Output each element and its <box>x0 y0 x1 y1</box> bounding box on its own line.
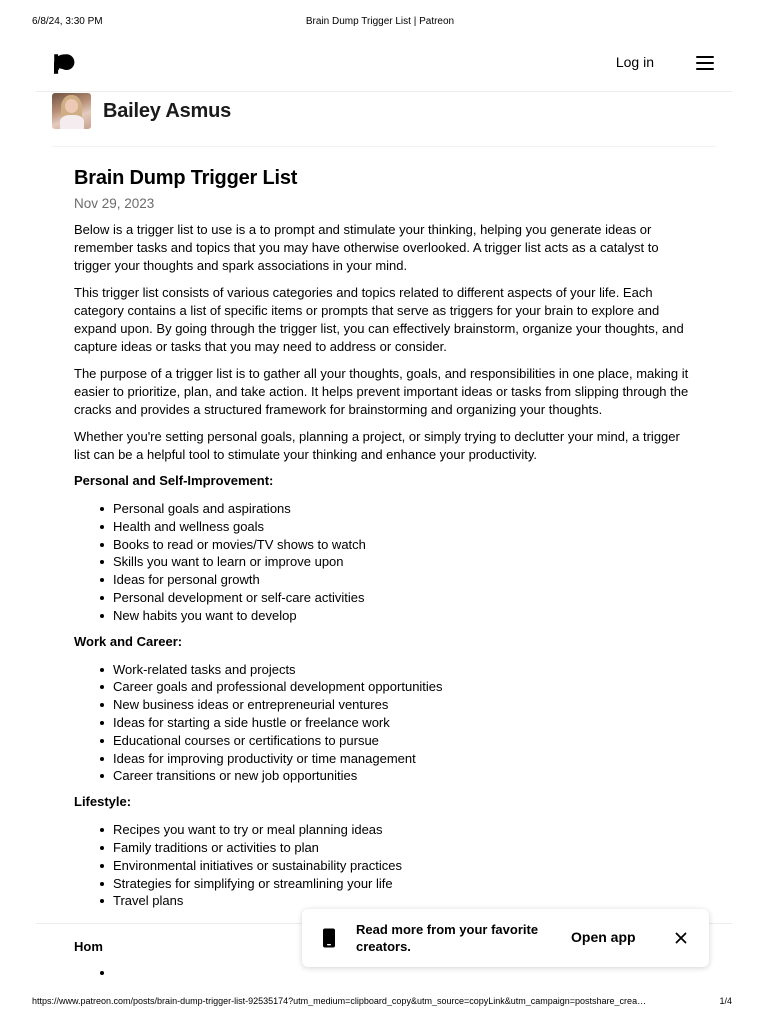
list-item: Health and wellness goals <box>100 518 696 536</box>
post-title: Brain Dump Trigger List <box>74 167 298 189</box>
list-item: New habits you want to develop <box>100 607 696 625</box>
section-heading-cut-off: Hom <box>74 939 103 954</box>
list-item: Family traditions or activities to plan <box>100 839 696 857</box>
list-item: New business ideas or entrepreneurial ventures <box>100 696 696 714</box>
list-bullet-cut-off <box>100 971 104 975</box>
print-url: https://www.patreon.com/posts/brain-dump-trigger-list-92535174?utm_medium=clipboard_copy&utm_source=copyLink&utm_campaign=postshare_crea… <box>32 996 647 1006</box>
content-divider <box>52 146 716 147</box>
post-paragraph: This trigger list consists of various categories and topics related to different aspects of your life. Each category contains a list of specific items or prompts that serve as triggers for your brain to explore and expand upon. By going through the trigger list, you can effectively brainstorm, organize your thoughts, and capture ideas or tasks that you may need to address or consider. <box>74 285 684 354</box>
list-item: Travel plans <box>100 892 696 910</box>
print-page-title: Brain Dump Trigger List | Patreon <box>305 16 455 27</box>
print-footer <box>32 996 736 1008</box>
creator-avatar[interactable] <box>52 93 91 129</box>
open-app-banner <box>302 909 709 967</box>
post-paragraph: Whether you're setting personal goals, planning a project, or simply trying to declutter your mind, a trigger list can be a helpful tool to stimulate your thinking and enhance your productivity. <box>74 429 680 462</box>
hamburger-menu-icon[interactable] <box>696 56 714 70</box>
print-header <box>32 16 728 30</box>
close-icon[interactable] <box>675 932 687 944</box>
list-item: Recipes you want to try or meal planning ideas <box>100 821 696 839</box>
list-item: Ideas for improving productivity or time management <box>100 750 696 768</box>
creator-name[interactable]: Bailey Asmus <box>103 100 232 122</box>
list-item: Work-related tasks and projects <box>100 661 696 679</box>
phone-icon <box>322 928 336 948</box>
list-item: Career transitions or new job opportunities <box>100 767 696 785</box>
list-item: Environmental initiatives or sustainability practices <box>100 857 696 875</box>
post-date: Nov 29, 2023 <box>74 196 155 211</box>
patreon-logo-icon[interactable] <box>52 52 76 76</box>
list-item: Educational courses or certifications to pursue <box>100 732 696 750</box>
list-item: Skills you want to learn or improve upon <box>100 553 696 571</box>
section-heading-lifestyle: Lifestyle: <box>74 794 132 810</box>
list-item: Books to read or movies/TV shows to watch <box>100 536 696 554</box>
list-personal <box>74 500 696 625</box>
post-paragraph: Below is a trigger list to use is a to prompt and stimulate your thinking, helping you generate ideas or remember tasks and topics that you may have otherwise overlooked. A trigger list acts as a catalyst to trigger your thoughts and spark associations in your mind. <box>74 222 659 273</box>
list-item: Ideas for starting a side hustle or freelance work <box>100 714 696 732</box>
post-paragraph: The purpose of a trigger list is to gather all your thoughts, goals, and responsibilities in one place, making it easier to prioritize, plan, and take action. It helps prevent important ideas or tasks from slipping through the cracks and provides a structured framework for brainstorming and organizing your thoughts. <box>74 366 689 417</box>
list-work <box>74 661 696 786</box>
top-navigation <box>36 42 732 92</box>
post-article <box>74 165 696 910</box>
list-item: Personal goals and aspirations <box>100 500 696 518</box>
section-heading-personal: Personal and Self-Improvement: <box>74 473 274 488</box>
login-link[interactable]: Log in <box>615 54 654 70</box>
banner-text: Read more from your favorite creators. <box>356 922 539 954</box>
section-heading-work: Work and Career: <box>74 633 183 649</box>
print-page-number: 1/4 <box>719 996 732 1006</box>
list-item: Strategies for simplifying or streamlining your life <box>100 875 696 893</box>
list-item: Ideas for personal growth <box>100 571 696 589</box>
list-lifestyle <box>74 821 696 910</box>
print-datetime: 6/8/24, 3:30 PM <box>32 16 103 27</box>
list-item: Personal development or self-care activities <box>100 589 696 607</box>
list-item: Career goals and professional development opportunities <box>100 678 696 696</box>
open-app-button[interactable]: Open app <box>571 929 636 945</box>
